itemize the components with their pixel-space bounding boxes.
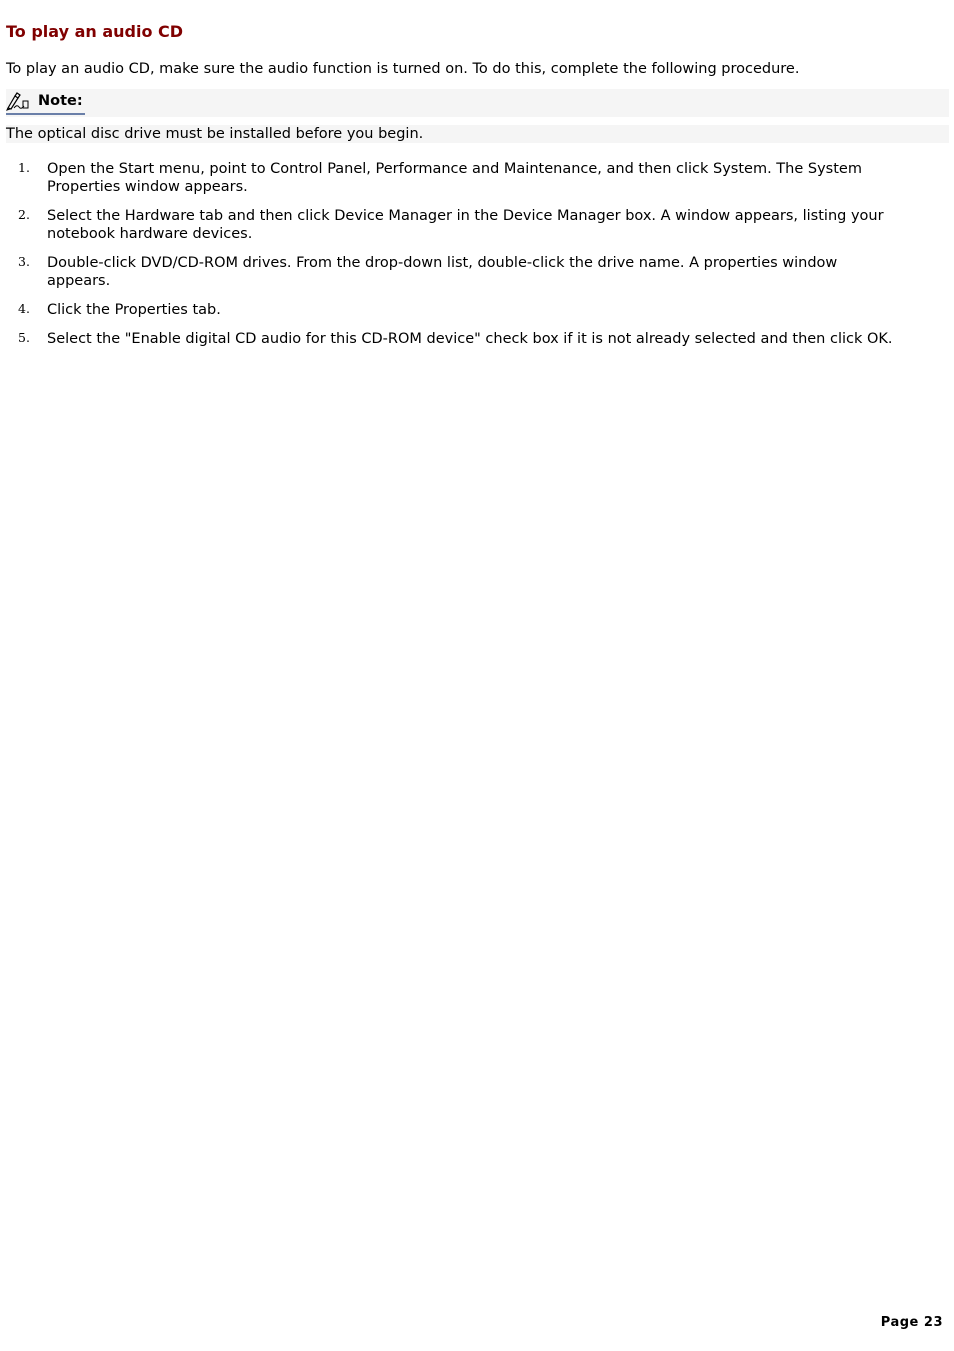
step-text: Double-click DVD/CD-ROM drives. From the drop-down list, double-click the drive name. A properties window appears. <box>47 255 838 289</box>
page-number: Page 23 <box>880 1315 943 1330</box>
intro-paragraph: To play an audio CD, make sure the audio function is turned on. To do this, complete the following procedure. <box>6 61 800 77</box>
step-text: Open the Start menu, point to Control Panel, Performance and Maintenance, and then click System. The System Properties window appears. <box>47 161 862 195</box>
step-number: 3. <box>18 254 30 269</box>
step-text: Select the Hardware tab and then click Device Manager in the Device Manager box. A window appears, listing your notebook hardware devices. <box>47 208 884 242</box>
pencil-note-icon <box>6 91 30 111</box>
step-number: 1. <box>18 160 30 175</box>
step-number: 4. <box>18 301 30 316</box>
note-header <box>6 89 949 117</box>
step-item <box>0 254 897 290</box>
step-number: 2. <box>18 207 30 222</box>
step-item <box>0 301 897 319</box>
note-label: Note: <box>38 93 83 109</box>
page-title: To play an audio CD <box>6 22 184 41</box>
step-item <box>0 330 897 348</box>
step-number: 5. <box>18 330 30 345</box>
step-text: Select the "Enable digital CD audio for this CD-ROM device" check box if it is not already selected and then click OK. <box>47 331 893 347</box>
step-item <box>0 207 897 243</box>
step-item <box>0 160 897 196</box>
note-text: The optical disc drive must be installed before you begin. <box>6 125 949 143</box>
note-label-wrap <box>6 89 85 115</box>
steps-list <box>0 160 954 359</box>
step-text: Click the Properties tab. <box>47 302 221 318</box>
